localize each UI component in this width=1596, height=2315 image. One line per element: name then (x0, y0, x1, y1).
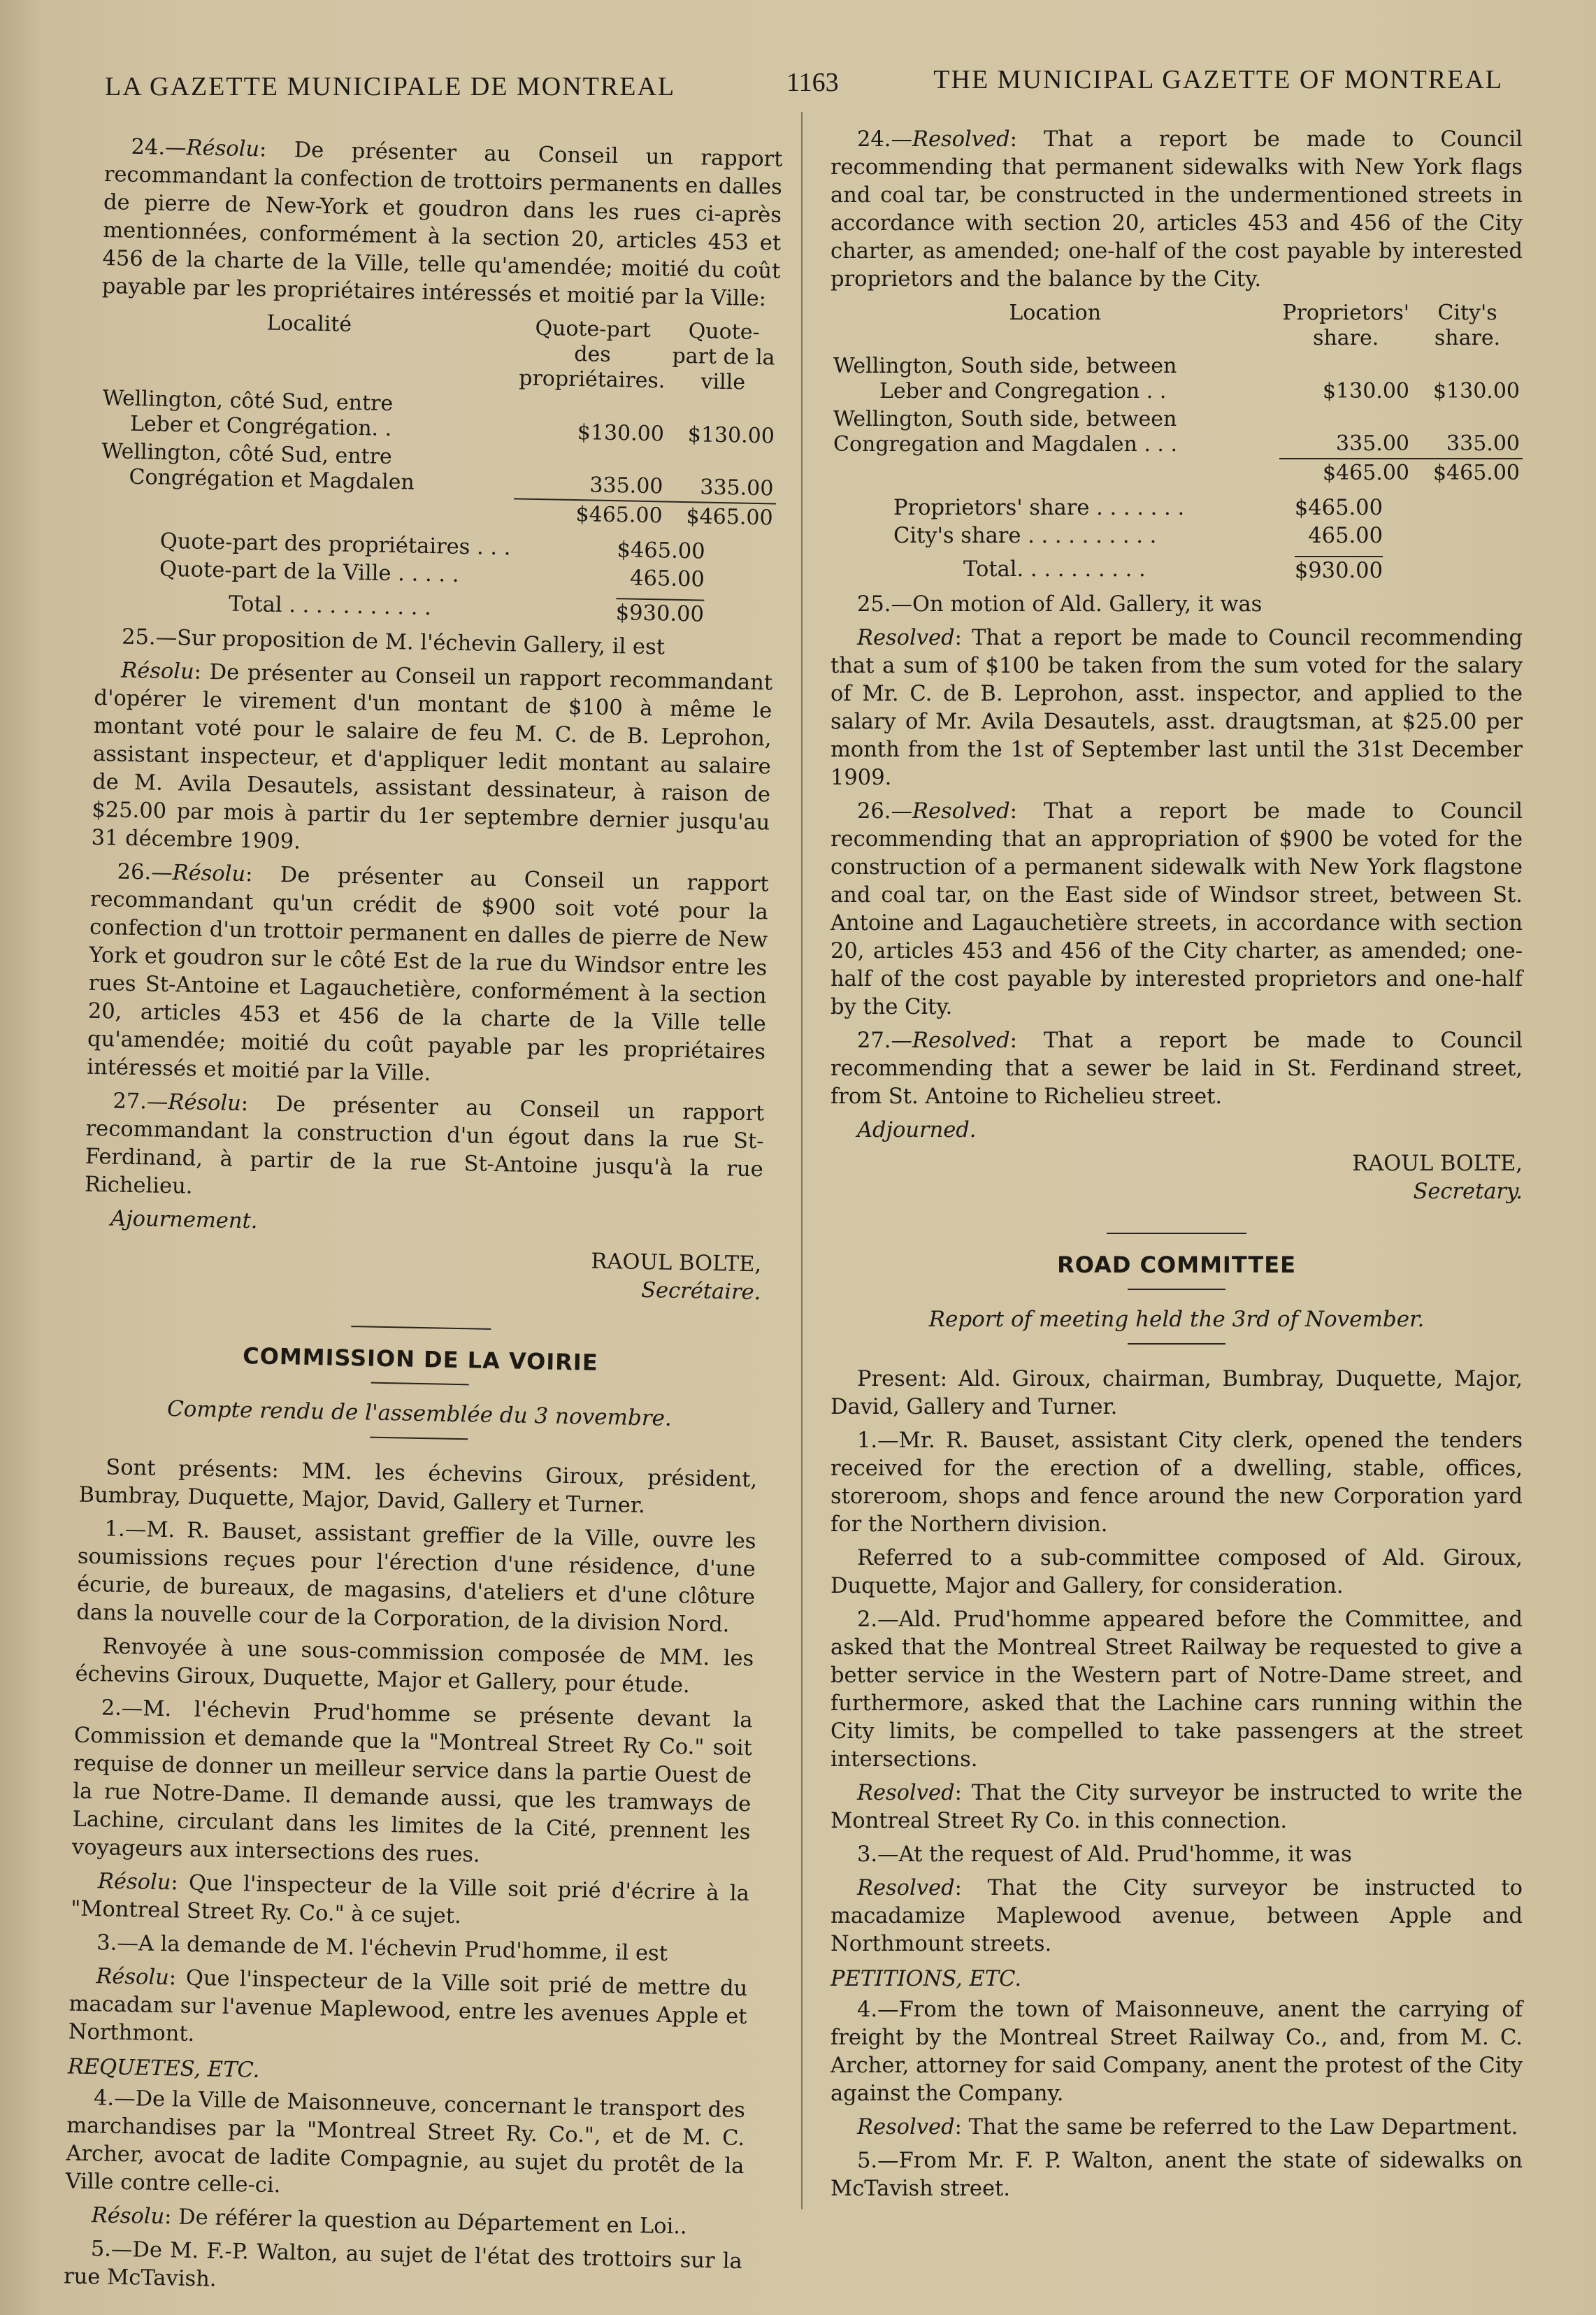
en-table-header-proprietors: Proprietors' share. (1282, 301, 1409, 350)
en-table-header-location: Location (1009, 301, 1102, 325)
fr-present: Sont présents: MM. les échevins Giroux, président, Bumbray, Duquette, Major, David, Gallery et Turner. (78, 1455, 758, 1519)
en-item-2: 2.—Ald. Prud'homme appeared before the Committee, and asked that the Montreal Street Railway be requested to give a better service in the Western part of Notre-Dame street, and furthermore, asked that the Lachine cars running within the City limits, be compelled to take passengers at the street intersections. (831, 1607, 1523, 1772)
fr-signature: RAOUL BOLTE, Secrétaire. (591, 1249, 762, 1305)
en-paragraph-27: 27.—Resolved: That a report be made to Council recommending that a sewer be laid in St. Ferdinand street, from St. Antoine to Richelieu street. (831, 1029, 1523, 1109)
en-summary: Proprietors' share . . . . . . . $465.00 City's share . . . . . . . . . . 465.00 Total. . . . . . . . . . $930.00 (893, 494, 1383, 585)
table-row: Wellington, South side, between Leber and Congregation . . $130.00 $130.00 (833, 354, 1520, 403)
section-rule (351, 1326, 491, 1330)
fr-section-subtitle: Compte rendu de l'assemblée du 3 novembre. (166, 1396, 673, 1431)
en-paragraph-24: 24.—Resolved: That a report be made to Council recommending that permanent sidewalks with New York flags and coal tar, be constructed in the undermentioned streets in accordance with section 20, articles 453 and 456 of the City charter, as amended; one-half of the cost payable by interested proprietors and the balance by the City. (831, 127, 1523, 292)
fr-item-1-referral: Renvoyée à une sous-commission composée de MM. les échevins Giroux, Duquette, Major et Gallery, pour étude. (75, 1634, 754, 1698)
column-divider (801, 112, 803, 2209)
fr-item-3: 3.—A la demande de M. l'échevin Prud'homme, il est (96, 1930, 668, 1966)
fr-item-2: 2.—M. l'échevin Prud'homme se présente devant la Commission et demande que la "Montreal Street Ry Co." soit requise de donner un meilleur service dans la partie Ouest de la rue Notre-Dame. Il demande aussi, que les tramways de Lachine, circulant dans les limites de la Cité, prennent les voyageurs aux intersections des rues. (71, 1696, 753, 1868)
en-paragraph-25: 25.—On motion of Ald. Gallery, it was (857, 592, 1263, 617)
fr-item-5: 5.—De M. F.-P. Walton, au sujet de l'état des trottoirs sur la rue McTavish. (63, 2237, 743, 2292)
fr-item-1: 1.—M. R. Bauset, assistant greffier de la Ville, ouvre les soumissions reçues pour l'érection d'une résidence, d'une écurie, de bureaux, de magasins, d'ateliers et d'une clôture dans la nouvelle cour de la Corporation, de la division Nord. (76, 1517, 756, 1637)
fr-requetes-heading: REQUETES, ETC. (67, 2054, 260, 2083)
en-adjournment: Adjourned. (857, 1118, 977, 1142)
table-row: Wellington, South side, between Congregation and Magdalen . . . 335.00 335.00 (833, 407, 1520, 457)
fr-paragraph-26: 26.—Résolu: De présenter au Conseil un rapport recommandant qu'un crédit de $900 soit voté pour la confection d'un trottoir permanent en dalles de pierre de New York et goudron sur le côté Est de la rue du Windsor entre les rues St-Antoine et Lagauchetière, conformément à la section 20, articles 453 et 456 de la charte de la Ville telle qu'amendée; moitié du coût payable par les propriétaires intéressés et moitié par la Ville. (87, 859, 769, 1087)
fr-item-4: 4.—De la Ville de Maisonneuve, concernant le transport des marchandises par la "Montreal Street Ry. Co.", et de M. C. Archer, avocat de ladite Compagnie, au sujet du protêt de la Ville contre celle-ci. (65, 2086, 746, 2198)
en-present: Present: Ald. Giroux, chairman, Bumbray, Duquette, Major, David, Gallery and Turner. (831, 1367, 1523, 1419)
subtitle-rule (1128, 1343, 1225, 1345)
en-item-1: 1.—Mr. R. Bauset, assistant City clerk, opened the tenders received for the erection of a dwelling, stable, offices, storeroom, shops and fence around the new Corporation yard for the Northern division. (831, 1428, 1523, 1537)
table-row: Wellington, côté Sud, entre Congrégation et Magdalen 335.00 335.00 (101, 438, 774, 501)
fr-table-header-location: Localité (266, 310, 352, 337)
fr-paragraph-25: 25.—Sur proposition de M. l'échevin Gallery, il est (121, 624, 666, 660)
header-title-en: THE MUNICIPAL GAZETTE OF MONTREAL (933, 65, 1503, 94)
en-table-header-city: City's share. (1434, 301, 1501, 350)
table-total-row: $465.00 $465.00 (831, 459, 1523, 487)
section-rule (1107, 1233, 1246, 1234)
subtitle-rule (370, 1437, 468, 1440)
en-section-title: ROAD COMMITTEE (1057, 1252, 1296, 1278)
fr-table-header-proprietors: Quote-part des propriétaires. (518, 315, 666, 394)
page-header (105, 57, 1503, 106)
title-rule (1128, 1289, 1225, 1290)
fr-paragraph-24: 24.—Résolu: De présenter au Conseil un rapport recommandant la confection de trottoirs permanents en dalles de pierre de New-York et goudron dans les rues ci-après mentionnées, conformément à la section 20, articles 453 et 456 de la charte de la Ville, telle qu'amendée; moitié du coût payable par les propriétaires intéressés et moitié par la Ville: (101, 134, 783, 312)
title-rule (371, 1382, 469, 1386)
english-column: 24.—Resolved: That a report be made to Council recommending that permanent sidewalks with New York flags and coal tar, be constructed in the undermentioned streets in accordance with section 20, articles 453 and 456 of the City charter, as amended; one-half of the cost payable by interested proprietors and the balance by the City. Location Proprietors' share. City's share. Wellington, South side, between Leber and Congregation . . $130.00 $130.00 Wellington, South side, between Congregation and Magdalen . . . 335.00 335.00 $465.00 $465.00 Proprietors' share . . . . . . . $465.00 City's share . . . . . . . . . . 465.00 Total. . . . . . . . . . $930.00 25.—On motion of Ald. Gallery, it was Resolved: That a report be made to Council recommending that a sum of $100 be taken from the sum voted for the salary of Mr. C. de B. Leprohon, asst. inspector, and applied to the salary of Mr. Avila Desautels, asst. draugtsman, at $25.00 per month from the 1st of September last until the 31st December 1909. 26.—Resolved: That a report be made to Council recommending that an appropriation of $900 be voted for the construction of a permanent sidewalk with New York flagstone and coal tar, on the East side of Windsor street, between St. Antoine and Lagauchetière streets, in accordance with section 20, articles 453 and 456 of the City charter, as amended; one-half of the cost payable by interested proprietors and one-half by the City. 27.—Resolved: That a report be made to Council recommending that a sewer be laid in St. Ferdinand street, from St. Antoine to Richelieu street. Adjourned. RAOUL BOLTE, Secretary. ROAD COMMITTEE Report of meeting held the 3rd of November. Present: Ald. Giroux, chairman, Bumbray, Duquette, Major, David, Gallery and Turner. 1.—Mr. R. Bauset, assistant City clerk, opened the tenders received for the erection of a dwelling, stable, offices, storeroom, shops and fence around the new Corporation yard for the Northern division. Referred to a sub-committee composed of Ald. Giroux, Duquette, Major and Gallery, for consideration. 2.—Ald. Prud'homme appeared before the Committee, and asked that the Montreal Street Railway be requested to give a better service in the Western part of Notre-Dame street, and furthermore, asked that the Lachine cars running within the City limits, be compelled to take passengers at the street intersections. Resolved: That the City surveyor be instructed to write the Montreal Street Ry Co. in this connection. 3.—At the request of Ald. Prud'homme, it was Resolved: That the City surveyor be instructed to macadamize Maplewood avenue, between Apple and Northmount streets. PETITIONS, ETC. 4.—From the town of Maisonneuve, anent the carrying of freight by the Montreal Street Railway Co., and, from M. C. Archer, attorney for said Company, anent the protest of the City against the Company. Resolved: That the same be referred to the Law Department. 5.—From Mr. F. P. Walton, anent the state of sidewalks on McTavish street. (831, 126, 1523, 2209)
table-total-row: $465.00 $465.00 (97, 491, 776, 533)
table-row: Wellington, côté Sud, entre Leber et Congrégation. . $130.00 $130.00 (102, 386, 775, 449)
en-item-5: 5.—From Mr. F. P. Walton, anent the state of sidewalks on McTavish street. (831, 2149, 1523, 2201)
french-column: 24.—Résolu: De présenter au Conseil un rapport recommandant la confection de trottoirs permanents en dalles de pierre de New-York et goudron dans les rues ci-après mentionnées, conformément à la section 20, articles 453 et 456 de la charte de la Ville, telle qu'amendée; moitié du coût payable par les propriétaires intéressés et moitié par la Ville: Localité Quote-part des propriétaires. Quote-part de la ville Wellington, côté Sud, entre Leber et Congrégation. . $130.00 $130.00 Wellington, côté Sud, entre Congrégation et Magdalen 335.00 335.00 $465.00 $465.00 Quote-part des propriétaires . . . $465.00 Quote-part de la Ville . . . . . 465.00 Total . . . . . . . . . . . $930.00 25.—Sur proposition de M. l'échevin Gallery, il est Résolu: De présenter au Conseil un rapport recommandant d'opérer le virement d'un montant de $100 à même le montant voté pour le salaire de feu M. C. de B. Leprohon, assistant inspecteur, et d'appliquer ledit montant au salaire de M. Avila Desautels, assistant dessinateur, à raison de $25.00 par mois à partir du 1er septembre dernier jusqu'au 31 décembre 1909. 26.—Résolu: De présenter au Conseil un rapport recommandant qu'un crédit de $900 soit voté pour la confection d'un trottoir permanent en dalles de pierre de New York et goudron sur le côté Est de la rue du Windsor entre les rues St-Antoine et Lagauchetière, conformément à la section 20, articles 453 et 456 de la charte de la Ville telle qu'amendée; moitié du coût payable par les propriétaires intéressés et moitié par la Ville. 27.—Résolu: De présenter au Conseil un rapport recommandant la construction d'un égout dans la rue St-Ferdinand, à partir de la rue St-Antoine jusqu'à la rue Richelieu. Ajournement. RAOUL BOLTE, Secrétaire. COMMISSION DE LA VOIRIE Compte rendu de l'assemblée du 3 novembre. Sont présents: MM. les échevins Giroux, président, Bumbray, Duquette, Major, David, Gallery et Turner. 1.—M. R. Bauset, assistant greffier de la Ville, ouvre les soumissions reçues pour l'érection d'une résidence, d'une écurie, de bureaux, de magasins, d'ateliers et d'une clôture dans la nouvelle cour de la Corporation, de la division Nord. Renvoyée à une sous-commission composée de MM. les échevins Giroux, Duquette, Major et Gallery, pour étude. 2.—M. l'échevin Prud'homme se présente devant la Commission et demande que la "Montreal Street Ry Co." soit requise de donner un meilleur service dans la partie Ouest de la rue Notre-Dame. Il demande aussi, que les tramways de Lachine, circulant dans les limites de la Cité, prennent les voyageurs aux intersections des rues. Résolu: Que l'inspecteur de la Ville soit prié d'écrire à la "Montreal Street Ry. Co." à ce sujet. 3.—A la demande de M. l'échevin Prud'homme, il est Résolu: Que l'inspecteur de la Ville soit prié de mettre du macadam sur l'avenue Maplewood, entre les avenues Apple et Northmont. REQUETES, ETC. 4.—De la Ville de Maisonneuve, concernant le transport des marchandises par la "Montreal Street Ry. Co.", et de M. C. Archer, avocat de ladite Compagnie, au sujet du protêt de la Ville contre celle-ci. Résolu: De référer la question au Département en Loi.. 5.—De M. F.-P. Walton, au sujet de l'état des trottoirs sur la rue McTavish. (64, 133, 783, 2309)
en-item-3: 3.—At the request of Ald. Prud'homme, it was (857, 1842, 1352, 1867)
header-title-fr: LA GAZETTE MUNICIPALE DE MONTREAL (105, 72, 676, 101)
fr-adjournment: Ajournement. (110, 1206, 258, 1234)
en-section-subtitle: Report of meeting held the 3rd of November. (928, 1307, 1425, 1332)
en-petitions-heading: PETITIONS, ETC. (831, 1967, 1022, 1991)
en-cost-table (831, 299, 1523, 487)
page-number: 1163 (786, 68, 839, 97)
en-paragraph-26: 26.—Resolved: That a report be made to Council recommending that an appropriation of $900 be voted for the construction of a permanent sidewalk with New York flagstone and coal tar, on the East side of Windsor street, between St. Antoine and Lagauchetière streets, in accordance with section 20, articles 453 and 456 of the City charter, as amended; one-half of the cost payable by interested proprietors and one-half by the City. (831, 799, 1523, 1019)
en-signature: RAOUL BOLTE, Secretary. (1352, 1152, 1523, 1204)
fr-section-title: COMMISSION DE LA VOIRIE (242, 1342, 598, 1376)
en-item-4: 4.—From the town of Maisonneuve, anent the carrying of freight by the Montreal Street Railway Co., and, from M. C. Archer, attorney for said Company, anent the protest of the City against the Company. (831, 1998, 1523, 2106)
fr-summary: Quote-part des propriétaires . . . $465.00 Quote-part de la Ville . . . . . 465.00 Total . . . . . . . . . . . $930.00 (159, 528, 705, 629)
fr-cost-table (97, 306, 779, 533)
fr-table-header-city: Quote-part de la ville (672, 319, 775, 395)
en-item-1-referral: Referred to a sub-committee composed of Ald. Giroux, Duquette, Major and Gallery, for consideration. (831, 1546, 1523, 1598)
fr-paragraph-27: 27.—Résolu: De présenter au Conseil un rapport recommandant la construction d'un égout dans la rue St-Ferdinand, à partir de la rue St-Antoine jusqu'à la rue Richelieu. (84, 1089, 765, 1199)
